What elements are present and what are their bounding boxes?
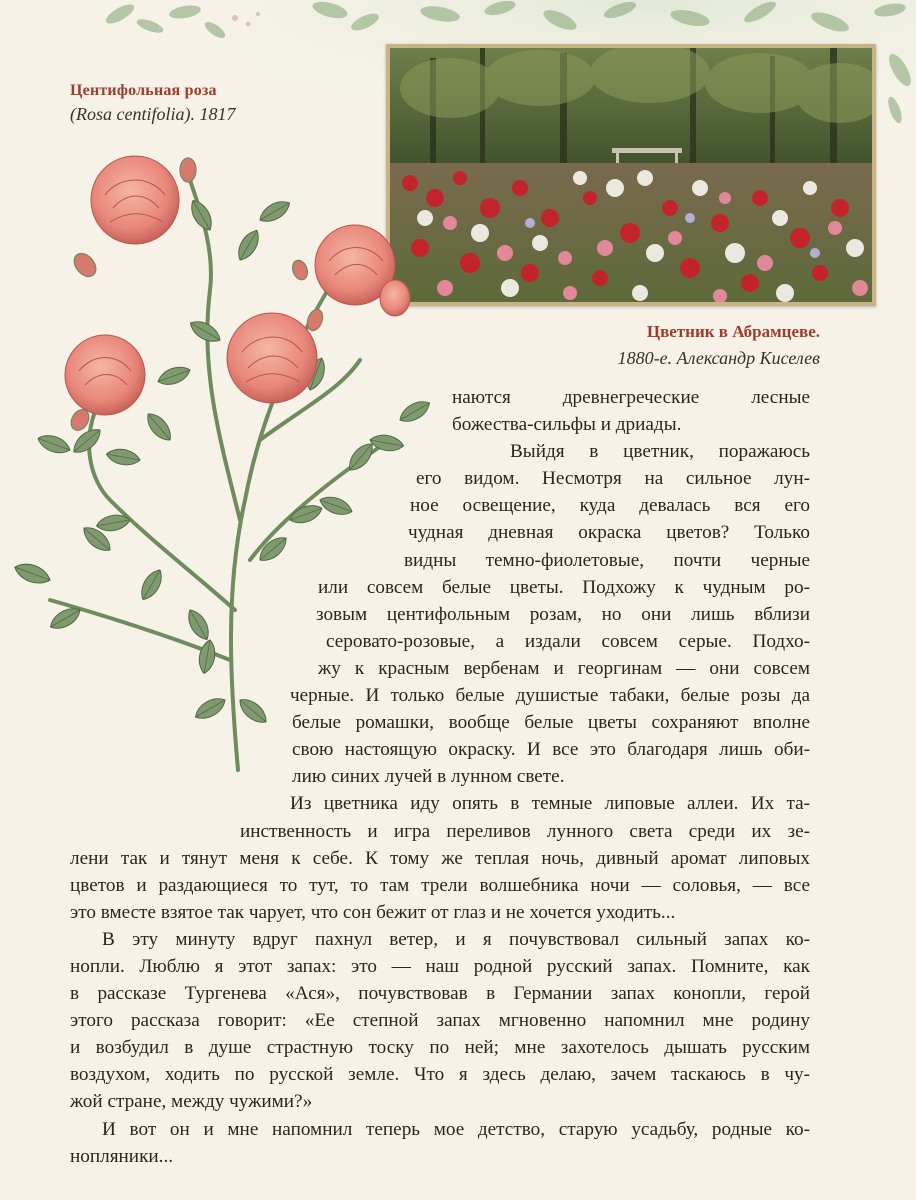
rose-caption-title: Центифольная роза	[70, 82, 217, 99]
body-line: божества-сильфы и дриады.	[452, 414, 682, 436]
body-line: В эту минуту вдруг пахнул ветер, и я почувствовал сильный запах ко-	[102, 928, 810, 950]
body-line: его видом. Несмотря на сильное лун-	[416, 468, 810, 490]
body-line: это вместе взятое так чарует, что сон бежит от глаз и не хочется уходить...	[70, 901, 676, 923]
body-line: лени так и тянут меня к себе. К тому же теплая ночь, дивный аромат липовых	[70, 847, 810, 869]
body-text	[70, 384, 810, 1170]
body-line: нопли. Люблю я этот запах: это — наш родной русский запах. Помните, как	[70, 955, 810, 977]
body-line: цветов и раздающиеся то тут, то там трели волшебника ночи — соловья, — все	[70, 874, 810, 896]
body-line: наются древнегреческие лесные	[452, 387, 810, 408]
body-line: инственность и игра переливов лунного света среди их зе-	[240, 820, 810, 842]
body-line: жой стране, между чужими?»	[70, 1091, 313, 1113]
rose-caption	[70, 82, 310, 125]
body-line: белые ромашки, вообще белые цветы сохраняют вполне	[292, 712, 810, 734]
painting-caption	[440, 322, 820, 369]
body-line: жу к красным вербенам и георгинам — они совсем	[318, 657, 810, 679]
body-line: чудная дневная окраска цветов? Только	[408, 522, 810, 544]
body-line: Выйдя в цветник, поражаюсь	[510, 441, 810, 463]
body-line: зовым центифольным розам, но они лишь вблизи	[316, 603, 810, 625]
body-line: серовато-розовые, а издали совсем серые. Подхо-	[326, 630, 810, 652]
body-line: лию синих лучей в лунном свете.	[292, 766, 565, 788]
painting-caption-title: Цветник в Абрамцеве.	[646, 322, 820, 341]
body-line: этого рассказа говорит: «Ее степной запах мгновенно напомнил мне родину	[70, 1010, 810, 1032]
painting-caption-subtitle: 1880-е. Александр Киселев	[617, 348, 820, 368]
body-line: в рассказе Тургенева «Ася», почувствовав в Германии запах конопли, герой	[70, 983, 810, 1005]
body-line: Из цветника иду опять в темные липовые аллеи. Их та-	[290, 793, 810, 815]
body-line: нопляники...	[70, 1145, 174, 1167]
body-line: И вот он и мне напомнил теперь мое детство, старую усадьбу, родные ко-	[102, 1118, 810, 1140]
body-line: или совсем белые цветы. Подхожу к чудным ро-	[318, 576, 810, 598]
body-line: ное освещение, куда девалась вся его	[410, 495, 810, 517]
body-line: свою настоящую окраску. И все это благодаря лишь оби-	[292, 739, 810, 761]
body-line: воздухом, ходить по русской земле. Что я здесь делаю, зачем таскаюсь в чу-	[70, 1064, 810, 1086]
body-line: видны темно-фиолетовые, почти черные	[404, 549, 810, 571]
rose-caption-subtitle: (Rosa centifolia). 1817	[70, 104, 236, 124]
body-line: и возбудил в душе страстную тоску по ней; мне захотелось дышать русским	[70, 1037, 810, 1059]
body-line: черные. И только белые душистые табаки, белые розы да	[290, 685, 810, 707]
